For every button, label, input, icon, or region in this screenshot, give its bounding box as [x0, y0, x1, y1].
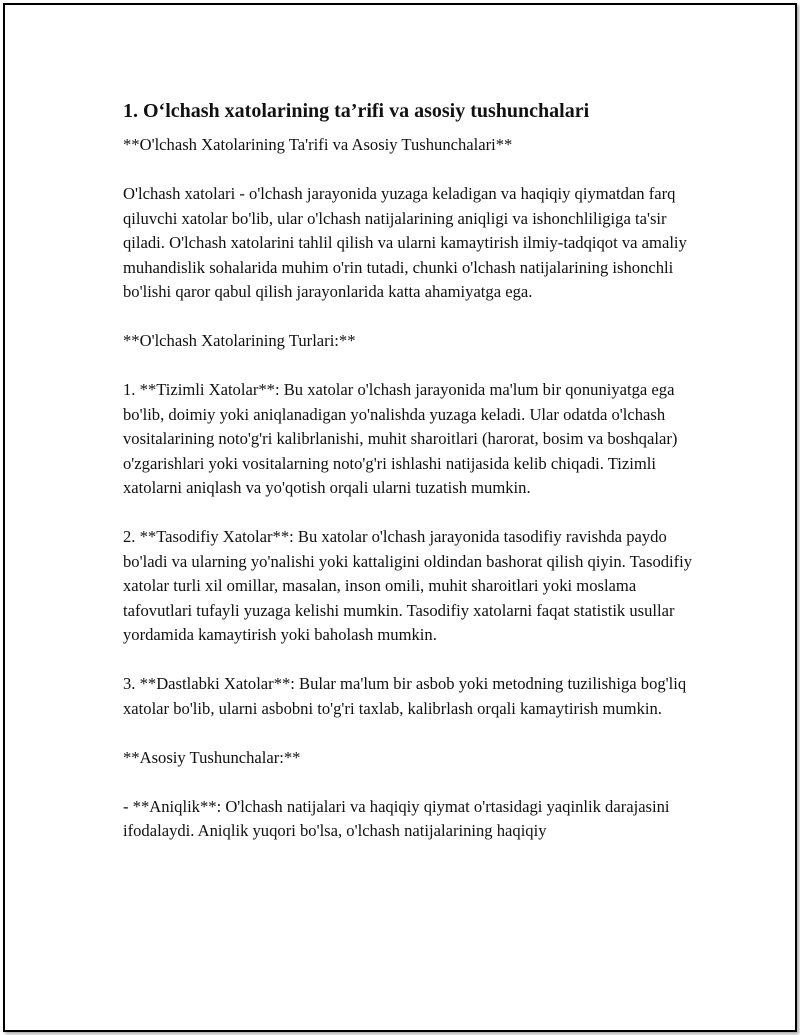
paragraph-accuracy: - **Aniqlik**: O'lchash natijalari va haqiqiy qiymat o'rtasidagi yaqinlik darajasini ifodalaydi. Aniqlik yuqori bo'lsa, o'lchash natijalarining haqiqiy [123, 796, 670, 840]
document-body [123, 97, 693, 868]
paragraph-initial-errors: 3. **Dastlabki Xatolar**: Bular ma'lum bir asbob yoki metodning tuzilishiga bog'liq xatolar bo'lib, ularni asbobni to'g'ri taxlab, kalibrlash orqali kamaytirish mumkin. [123, 674, 687, 718]
document-page [3, 3, 797, 1032]
paragraph-definition: O'lchash xatolari - o'lchash jarayonida yuzaga keladigan va haqiqiy qiymatdan farq qiluvchi xatolar bo'lib, ular o'lchash natijalarining aniqligi va ishonchliligiga ta'sir qiladi. O'lchash xatolarini tahlil qilish va ularni kamaytirish ilmiy-tadqiqot va amaliy muhandislik sohalarida muhim o'rin tutadi, chunki o'lchash natijalarining ishonchli bo'lishi qaror qabul qilish jarayonlarida katta ahamiyatga ega. [123, 184, 687, 301]
paragraph-subtitle: **O'lchash Xatolarining Ta'rifi va Asosiy Tushunchalari** [123, 135, 513, 154]
paragraph-systematic-errors: 1. **Tizimli Xatolar**: Bu xatolar o'lchash jarayonida ma'lum bir qonuniyatga ega bo'lib, doimiy yoki aniqlanadigan yo'nalishda yuzaga keladi. Ular odatda o'lchash vositalarining noto'g'ri kalibrlanishi, muhit sharoitlari (harorat, bosim va boshqalar) o'zgarishlari yoki vositalarning noto'g'ri ishlashi natijasida kelib chiqadi. Tizimli xatolarni aniqlash va yo'qotish orqali ularni tuzatish mumkin. [123, 380, 678, 497]
paragraph-random-errors: 2. **Tasodifiy Xatolar**: Bu xatolar o'lchash jarayonida tasodifiy ravishda paydo bo'ladi va ularning yo'nalishi yoki kattaligini oldindan bashorat qilish qiyin. Tasodifiy xatolar turli xil omillar, masalan, inson omili, muhit sharoitlari yoki moslama tafovutlari tufayli yuzaga kelishi mumkin. Tasodifiy xatolarni faqat statistik usullar yordamida kamaytirish yoki baholash mumkin. [123, 527, 693, 644]
paragraph-types-heading: **O'lchash Xatolarining Turlari:** [123, 331, 356, 350]
paragraph-concepts-heading: **Asosiy Tushunchalar:** [123, 747, 301, 767]
document-title: 1. O‘lchash xatolarining ta’rifi va asosiy tushunchalari [123, 100, 590, 122]
